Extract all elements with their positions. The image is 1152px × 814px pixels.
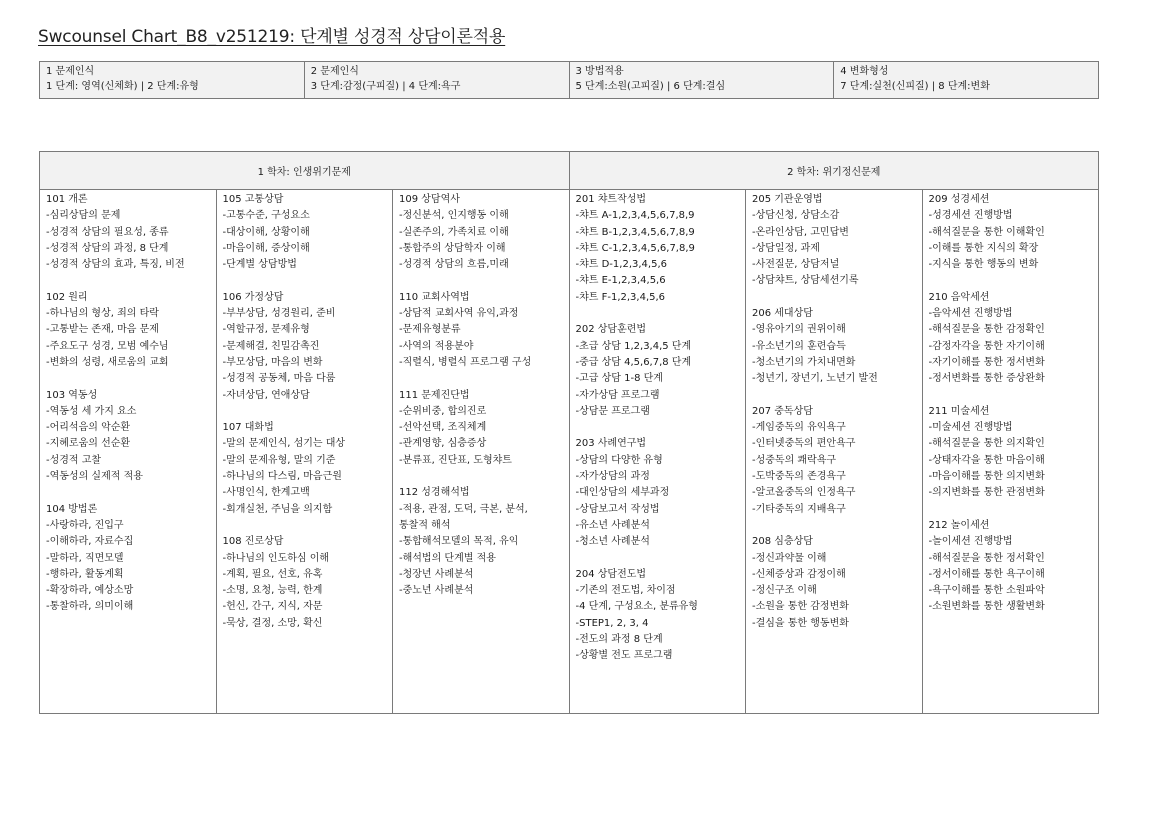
course-topic: -상태자각을 통한 마음이해: [928, 454, 1045, 466]
course-topic: -대상이해, 상황이해: [222, 226, 310, 238]
stage-name: 4 변화형성: [840, 66, 889, 77]
course-topic: -청소년기의 가치내면화: [752, 356, 856, 368]
stage-steps: 1 단계: 영역(신체화) | 2 단계:유형: [46, 81, 199, 92]
stage-name: 2 문제인식: [310, 66, 359, 77]
course-title: 204 상담전도법: [575, 568, 647, 580]
course-topic: -적용, 관점, 도덕, 극본, 분석,: [399, 503, 528, 515]
course-topic: -유소년 사례분석: [575, 519, 650, 531]
course-topic: -챠트 C-1,2,3,4,5,6,7,8,9: [575, 242, 695, 254]
course-topic: -해석법의 단계별 적용: [399, 552, 496, 564]
course-topic: -성경적 상담의 과정, 8 단계: [46, 242, 169, 254]
course-topic: -역동성의 실제적 적용: [46, 471, 143, 483]
course-topic: -상담의 다양한 유형: [575, 454, 663, 466]
course-topic: -통합주의 상담학자 이해: [399, 242, 506, 254]
course-topic: -행하라, 활동계획: [46, 568, 124, 580]
course-title: 207 중독상담: [752, 405, 813, 417]
course-topic: -확장하라, 예상소망: [46, 585, 134, 597]
course-topic: -대인상담의 세부과정: [575, 487, 670, 499]
course-title: 205 기관운영법: [752, 194, 823, 205]
course-topic: -기존의 전도법, 차이점: [575, 585, 676, 597]
course-title: 104 방법론: [46, 503, 98, 515]
course-topic: -결심을 통한 행동변화: [752, 617, 849, 629]
course-topic: -분류표, 진단표, 도형챠트: [399, 454, 512, 466]
course-title: 109 상담역사: [399, 194, 460, 205]
course-topic: -챠트 D-1,2,3,4,5,6: [575, 259, 667, 271]
course-topic: -음악세션 진행방법: [928, 308, 1013, 320]
course-title: 203 사례연구법: [575, 438, 647, 450]
course-topic: -챠트 E-1,2,3,4,5,6: [575, 275, 666, 287]
course-topic: -사명인식, 한계고백: [222, 487, 310, 499]
course-topic: -역할규정, 문제유형: [222, 324, 310, 336]
course-section: [399, 485, 563, 599]
course-topic: -신체증상과 감정이해: [752, 568, 846, 580]
course-topic: -상담보고서 작성법: [575, 503, 660, 515]
semester-1-header: 1 학차: 인생위기문제: [40, 152, 570, 189]
course-topic: -성경적 고찰: [46, 454, 102, 466]
document-title: Swcounsel Chart_B8_v251219: 단계별 성경적 상담이론적용: [38, 27, 506, 47]
course-title: 105 고통상담: [222, 194, 284, 205]
course-topic: -정신과약물 이해: [752, 552, 827, 564]
course-topic: -인터넷중독의 편안욕구: [752, 438, 856, 450]
course-topic: -자가상담 프로그램: [575, 389, 660, 401]
course-topic: -청소년 사례분석: [575, 536, 650, 548]
course-section: [223, 192, 387, 273]
course-topic: -놀이세션 진행방법: [928, 536, 1013, 548]
course-topic: -감정자각을 통한 자기이해: [928, 340, 1045, 352]
course-title: 102 원리: [46, 291, 88, 303]
course-column: [393, 190, 570, 713]
course-topic: -묵상, 결정, 소망, 확신: [222, 617, 323, 629]
course-column: [217, 190, 394, 713]
course-section: [929, 518, 1093, 616]
course-section: [929, 290, 1093, 388]
course-topic: -하나님의 인도하심 이해: [222, 552, 330, 564]
course-topic: -마음이해, 증상이해: [222, 242, 310, 254]
semester-header-row: [40, 152, 1098, 190]
course-section: [399, 388, 563, 469]
course-topic: -계획, 필요, 선호, 유혹: [222, 568, 323, 580]
course-topic: -성중독의 쾌락욕구: [752, 454, 837, 466]
course-topic: -어리석음의 악순환: [46, 422, 131, 434]
course-topic: -문제해결, 친밀감촉진: [222, 340, 320, 352]
course-title: 209 성경세션: [928, 194, 990, 205]
course-section: [576, 436, 740, 550]
course-topic: -통찰하라, 의미이해: [46, 601, 134, 613]
course-title: 201 챠트작성법: [575, 194, 647, 205]
course-columns: [40, 190, 1098, 713]
course-topic: -부부상담, 성경원리, 준비: [222, 308, 336, 320]
course-topic: -욕구이해를 통한 소원파악: [928, 585, 1045, 597]
course-topic: -선악선택, 조직체계: [399, 422, 487, 434]
stage-overview-table: [39, 61, 1099, 99]
course-topic: -해석질문을 통한 이해확인: [928, 226, 1045, 238]
course-topic: -챠트 B-1,2,3,4,5,6,7,8,9: [575, 226, 695, 238]
course-topic: -상황별 전도 프로그램: [575, 650, 673, 662]
course-section: [223, 420, 387, 518]
course-section: [752, 306, 916, 387]
course-topic: -사랑하라, 진입구: [46, 519, 124, 531]
course-title: 212 놀이세션: [928, 519, 990, 531]
curriculum-table: [39, 151, 1099, 714]
course-topic: -상담적 교회사역 유익,과정: [399, 308, 519, 320]
course-topic: -상담문 프로그램: [575, 405, 650, 417]
course-topic: -4 단계, 구성요소, 분류유형: [575, 601, 698, 613]
stage-cell: [305, 62, 570, 98]
course-topic: -고통수준, 구성요소: [222, 210, 310, 222]
course-topic: -청장년 사례분석: [399, 568, 474, 580]
course-topic: -관계영향, 심층증상: [399, 438, 487, 450]
course-column: [923, 190, 1099, 713]
course-column: [40, 190, 217, 713]
course-topic: -성경적 공동체, 마음 다룸: [222, 373, 336, 385]
stage-steps: 3 단계:감정(구피질) | 4 단계:욕구: [310, 81, 461, 92]
course-topic: -말하라, 직면모델: [46, 552, 124, 564]
course-topic: -의지변화를 통한 관점변화: [928, 487, 1045, 499]
course-topic: -해석질문을 통한 정서확인: [928, 552, 1045, 564]
course-topic: -상담챠트, 상담세션기록: [752, 275, 859, 287]
course-topic: -말의 문제유형, 말의 기준: [222, 454, 336, 466]
course-topic: -알코올중독의 인정욕구: [752, 487, 856, 499]
course-title: 106 가정상담: [222, 291, 284, 303]
course-topic: -심리상담의 문제: [46, 210, 121, 222]
course-topic: -고급 상담 1-8 단계: [575, 373, 663, 385]
course-topic: -중급 상담 4,5,6,7,8 단계: [575, 356, 692, 368]
course-topic: -영유아기의 권위이해: [752, 324, 846, 336]
course-topic: -지식을 통한 행동의 변화: [928, 259, 1039, 271]
course-topic: -상담신청, 상담소감: [752, 210, 840, 222]
course-section: [223, 534, 387, 632]
course-section: [46, 388, 210, 486]
course-topic: -자가상담의 과정: [575, 471, 650, 483]
course-topic: -소명, 요청, 능력, 한계: [222, 585, 323, 597]
course-topic: -이해를 통한 지식의 확장: [928, 242, 1039, 254]
course-section: [752, 404, 916, 518]
course-topic: -챠트 F-1,2,3,4,5,6: [575, 291, 666, 303]
course-section: [576, 567, 740, 665]
course-topic: -온라인상담, 고민답변: [752, 226, 849, 238]
stage-cell: [570, 62, 835, 98]
course-topic: -하나님의 다스림, 마음근원: [222, 471, 342, 483]
course-column: [570, 190, 747, 713]
course-section: [752, 534, 916, 632]
course-topic: -문제유형분류: [399, 324, 461, 336]
course-section: [929, 192, 1093, 273]
course-topic: -게임중독의 유익욕구: [752, 422, 846, 434]
course-topic: -부모상담, 마음의 변화: [222, 356, 323, 368]
course-topic: -정신분석, 인지행동 이해: [399, 210, 509, 222]
course-topic: -사역의 적용분야: [399, 340, 474, 352]
course-title: 103 역동성: [46, 389, 98, 401]
course-topic: -헌신, 간구, 지식, 자문: [222, 601, 323, 613]
course-topic: -정신구조 이해: [752, 585, 817, 597]
course-topic: -말의 문제인식, 섬기는 대상: [222, 438, 346, 450]
course-topic: -통합해석모델의 목적, 유익: [399, 536, 519, 548]
course-topic: -주요도구 성경, 모범 예수님: [46, 340, 169, 352]
stage-name: 1 문제인식: [46, 66, 95, 77]
course-topic: -전도의 과정 8 단계: [575, 634, 663, 646]
course-topic: -하나님의 형상, 죄의 타락: [46, 308, 159, 320]
stage-cell: [40, 62, 305, 98]
course-section: [223, 290, 387, 404]
course-topic: -중노년 사례분석: [399, 585, 474, 597]
course-section: [929, 404, 1093, 502]
course-title: 206 세대상담: [752, 308, 813, 320]
course-topic: -성경적 상담의 흐름,미래: [399, 259, 509, 271]
course-title: 112 성경해석법: [399, 487, 470, 499]
course-topic: -자녀상담, 연애상담: [222, 389, 310, 401]
course-topic: -역동성 세 가지 요소: [46, 405, 137, 417]
course-title: 208 심층상담: [752, 536, 813, 548]
course-section: [576, 322, 740, 420]
course-topic: -성경적 상담의 필요성, 종류: [46, 226, 169, 238]
course-title: 211 미술세션: [928, 405, 990, 417]
course-topic: -소원을 통한 감정변화: [752, 601, 849, 613]
stage-steps: 5 단계:소원(고피질) | 6 단계:결심: [575, 81, 726, 92]
course-section: [399, 290, 563, 371]
course-topic: -기타중독의 지배욕구: [752, 503, 846, 515]
semester-2-header: 2 학차: 위기정신문제: [787, 167, 881, 178]
course-topic: -변화의 성령, 새로움의 교회: [46, 356, 169, 368]
course-section: [46, 502, 210, 616]
course-topic: -정서이해를 통한 욕구이해: [928, 568, 1045, 580]
stage-cell: [834, 62, 1098, 98]
course-title: 210 음악세션: [928, 291, 990, 303]
course-section: [752, 192, 916, 290]
course-title: 110 교회사역법: [399, 291, 470, 303]
course-title: 107 대화법: [222, 422, 274, 434]
course-topic: -고통받는 존재, 마음 문제: [46, 324, 159, 336]
course-title: 101 개론: [46, 194, 88, 205]
stage-steps: 7 단계:실천(신피질) | 8 단계:변화: [840, 81, 990, 92]
course-topic: -직렬식, 병렬식 프로그램 구성: [399, 356, 532, 368]
course-topic: -미술세션 진행방법: [928, 422, 1013, 434]
course-section: [576, 192, 740, 306]
course-topic: -성경적 상담의 효과, 특징, 비전: [46, 259, 185, 271]
course-topic: -청년기, 장년기, 노년기 발전: [752, 373, 878, 385]
course-topic: -해석질문을 통한 의지확인: [928, 438, 1045, 450]
course-topic: -상담일정, 과제: [752, 242, 820, 254]
course-topic: -도박중독의 존경욕구: [752, 471, 846, 483]
course-topic: -실존주의, 가족치료 이해: [399, 226, 509, 238]
course-topic: -자기이해를 통한 정서변화: [928, 356, 1045, 368]
course-topic: -소원변화를 통한 생활변화: [928, 601, 1045, 613]
course-topic: 통찰적 해석: [399, 519, 451, 531]
course-title: 202 상담훈련법: [575, 324, 647, 336]
course-topic: -이해하라, 자료수집: [46, 536, 134, 548]
course-topic: -지혜로움의 선순환: [46, 438, 131, 450]
stage-name: 3 방법적용: [575, 66, 624, 77]
course-topic: -챠트 A-1,2,3,4,5,6,7,8,9: [575, 210, 695, 222]
course-section: [399, 192, 563, 273]
course-topic: -단계별 상담방법: [222, 259, 297, 271]
course-topic: -STEP1, 2, 3, 4: [575, 617, 649, 629]
course-section: [46, 192, 210, 273]
course-topic: -성경세션 진행방법: [928, 210, 1013, 222]
course-topic: -순위비중, 합의진로: [399, 405, 487, 417]
course-section: [46, 290, 210, 371]
course-topic: -마음이해를 통한 의지변화: [928, 471, 1045, 483]
course-topic: -초급 상담 1,2,3,4,5 단계: [575, 340, 692, 352]
course-title: 108 진로상담: [222, 536, 284, 548]
course-topic: -정서변화를 통한 증상완화: [928, 373, 1045, 385]
course-title: 111 문제진단법: [399, 389, 470, 401]
course-topic: -해석질문을 통한 감정확인: [928, 324, 1045, 336]
course-topic: -사전질문, 상담저널: [752, 259, 840, 271]
course-topic: -유소년기의 훈련습득: [752, 340, 846, 352]
course-column: [746, 190, 923, 713]
course-topic: -회개실천, 주님을 의지함: [222, 503, 333, 515]
